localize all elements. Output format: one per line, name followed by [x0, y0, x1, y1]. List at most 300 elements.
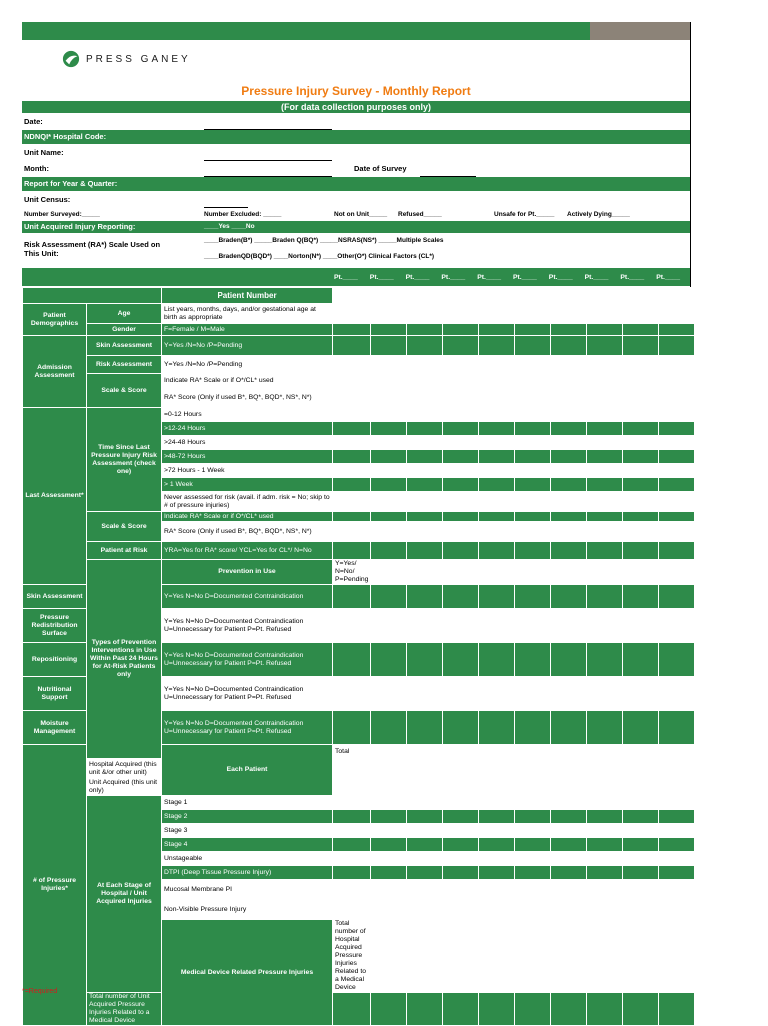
- patient-cell[interactable]: [443, 585, 479, 609]
- patient-cell[interactable]: [587, 356, 623, 374]
- risk-scale-options-1[interactable]: ____Braden(B*) _____Braden Q(BQ*) _____NSRAS(NS*) _____Multiple Scales: [204, 237, 444, 244]
- patient-cell[interactable]: [371, 336, 407, 356]
- patient-cell[interactable]: [515, 450, 551, 464]
- patient-cell[interactable]: [407, 796, 443, 810]
- patient-cell[interactable]: [443, 920, 479, 993]
- patient-cell[interactable]: [407, 920, 443, 993]
- patient-cell[interactable]: [515, 810, 551, 824]
- patient-cell[interactable]: [515, 824, 551, 838]
- patient-cell[interactable]: [443, 336, 479, 356]
- patient-cell[interactable]: [371, 512, 407, 522]
- patient-cell[interactable]: [587, 478, 623, 492]
- patient-cell[interactable]: [587, 324, 623, 336]
- patient-cell[interactable]: [479, 585, 515, 609]
- patient-cell[interactable]: [407, 711, 443, 745]
- patient-cell[interactable]: [587, 609, 623, 643]
- patient-cell[interactable]: [551, 542, 587, 560]
- patient-cell[interactable]: [333, 838, 371, 852]
- patient-cell[interactable]: [515, 852, 551, 866]
- patient-cell[interactable]: [587, 436, 623, 450]
- patient-cell[interactable]: [333, 866, 371, 880]
- patient-cell[interactable]: [659, 512, 695, 522]
- patient-cell[interactable]: [515, 522, 551, 542]
- patient-cell[interactable]: [659, 464, 695, 478]
- patient-cell[interactable]: [551, 866, 587, 880]
- patient-cell[interactable]: [515, 838, 551, 852]
- patient-cell[interactable]: [407, 324, 443, 336]
- patient-cell[interactable]: [479, 388, 515, 408]
- patient-cell[interactable]: [659, 711, 695, 745]
- patient-cell[interactable]: [479, 920, 515, 993]
- patient-cell[interactable]: [371, 522, 407, 542]
- patient-cell[interactable]: [623, 838, 659, 852]
- patient-cell[interactable]: [659, 920, 695, 993]
- patient-cell[interactable]: [587, 492, 623, 512]
- patient-cell[interactable]: [623, 796, 659, 810]
- patient-cell[interactable]: [587, 464, 623, 478]
- patient-cell[interactable]: [587, 388, 623, 408]
- patient-cell[interactable]: [479, 711, 515, 745]
- patient-cell[interactable]: [587, 880, 623, 900]
- patient-cell[interactable]: [443, 324, 479, 336]
- patient-number-cell[interactable]: [551, 288, 587, 304]
- patient-cell[interactable]: [443, 993, 479, 1026]
- patient-cell[interactable]: [407, 450, 443, 464]
- patient-cell[interactable]: [479, 478, 515, 492]
- patient-cell[interactable]: [371, 585, 407, 609]
- patient-cell[interactable]: [443, 388, 479, 408]
- patient-cell[interactable]: [515, 711, 551, 745]
- patient-cell[interactable]: [659, 436, 695, 450]
- patient-cell[interactable]: [333, 492, 371, 512]
- patient-cell[interactable]: [515, 796, 551, 810]
- patient-cell[interactable]: [407, 542, 443, 560]
- patient-cell[interactable]: [587, 560, 623, 585]
- patient-cell[interactable]: [623, 478, 659, 492]
- patient-cell[interactable]: [479, 450, 515, 464]
- patient-cell[interactable]: [333, 512, 371, 522]
- patient-cell[interactable]: [479, 880, 515, 900]
- patient-cell[interactable]: [479, 356, 515, 374]
- patient-number-cell[interactable]: [515, 288, 551, 304]
- patient-cell[interactable]: [371, 408, 407, 422]
- patient-cell[interactable]: [659, 759, 695, 779]
- patient-cell[interactable]: [623, 920, 659, 993]
- patient-cell[interactable]: [551, 852, 587, 866]
- patient-cell[interactable]: [407, 336, 443, 356]
- patient-cell[interactable]: [623, 560, 659, 585]
- patient-cell[interactable]: [587, 759, 623, 779]
- patient-cell[interactable]: [333, 779, 371, 796]
- patient-cell[interactable]: [659, 336, 695, 356]
- patient-cell[interactable]: [443, 900, 479, 920]
- patient-cell[interactable]: [443, 304, 479, 324]
- patient-cell[interactable]: [407, 492, 443, 512]
- patient-cell[interactable]: [443, 677, 479, 711]
- patient-number-cell[interactable]: [587, 288, 623, 304]
- patient-cell[interactable]: [515, 609, 551, 643]
- patient-cell[interactable]: [479, 436, 515, 450]
- patient-cell[interactable]: [333, 824, 371, 838]
- patient-cell[interactable]: [623, 759, 659, 779]
- patient-cell[interactable]: [587, 824, 623, 838]
- patient-cell[interactable]: [333, 643, 371, 677]
- patient-cell[interactable]: [443, 512, 479, 522]
- patient-cell[interactable]: [371, 745, 407, 759]
- patient-cell[interactable]: [407, 745, 443, 759]
- patient-cell[interactable]: [515, 920, 551, 993]
- patient-cell[interactable]: [515, 585, 551, 609]
- patient-cell[interactable]: [443, 464, 479, 478]
- patient-cell[interactable]: [371, 759, 407, 779]
- patient-cell[interactable]: [333, 542, 371, 560]
- patient-cell[interactable]: [659, 356, 695, 374]
- patient-cell[interactable]: [407, 810, 443, 824]
- patient-cell[interactable]: [695, 745, 700, 759]
- patient-cell[interactable]: [659, 838, 695, 852]
- patient-cell[interactable]: [551, 585, 587, 609]
- patient-cell[interactable]: [371, 324, 407, 336]
- patient-cell[interactable]: [695, 560, 700, 585]
- patient-cell[interactable]: [443, 643, 479, 677]
- patient-cell[interactable]: [515, 388, 551, 408]
- patient-cell[interactable]: [443, 810, 479, 824]
- patient-cell[interactable]: [623, 324, 659, 336]
- patient-cell[interactable]: [659, 374, 695, 388]
- patient-cell[interactable]: [623, 824, 659, 838]
- patient-cell[interactable]: [371, 711, 407, 745]
- patient-cell[interactable]: [443, 779, 479, 796]
- patient-cell[interactable]: [479, 422, 515, 436]
- patient-cell[interactable]: [659, 324, 695, 336]
- patient-cell[interactable]: [479, 810, 515, 824]
- patient-cell[interactable]: [587, 643, 623, 677]
- patient-cell[interactable]: [587, 866, 623, 880]
- patient-cell[interactable]: [407, 512, 443, 522]
- patient-cell[interactable]: [587, 711, 623, 745]
- patient-cell[interactable]: [443, 478, 479, 492]
- patient-cell[interactable]: [515, 643, 551, 677]
- patient-cell[interactable]: [333, 422, 371, 436]
- patient-cell[interactable]: [443, 542, 479, 560]
- patient-cell[interactable]: [587, 810, 623, 824]
- patient-cell[interactable]: [479, 560, 515, 585]
- patient-cell[interactable]: [371, 492, 407, 512]
- patient-cell[interactable]: [479, 324, 515, 336]
- patient-cell[interactable]: [407, 478, 443, 492]
- patient-cell[interactable]: [479, 779, 515, 796]
- patient-cell[interactable]: [407, 677, 443, 711]
- patient-cell[interactable]: [371, 866, 407, 880]
- date-of-survey-field[interactable]: [420, 162, 476, 177]
- patient-cell[interactable]: [443, 745, 479, 759]
- patient-cell[interactable]: [515, 745, 551, 759]
- patient-cell[interactable]: [479, 745, 515, 759]
- patient-cell[interactable]: [659, 542, 695, 560]
- patient-number-cell[interactable]: [479, 288, 515, 304]
- patient-cell[interactable]: [443, 522, 479, 542]
- patient-cell[interactable]: [443, 824, 479, 838]
- patient-cell[interactable]: [333, 900, 371, 920]
- patient-cell[interactable]: [443, 852, 479, 866]
- patient-cell[interactable]: [659, 779, 695, 796]
- patient-cell[interactable]: [371, 464, 407, 478]
- patient-cell[interactable]: [623, 436, 659, 450]
- patient-cell[interactable]: [551, 810, 587, 824]
- patient-cell[interactable]: [659, 643, 695, 677]
- patient-cell[interactable]: [407, 993, 443, 1026]
- hospital-code-field[interactable]: [204, 129, 332, 130]
- patient-cell[interactable]: [515, 779, 551, 796]
- patient-cell[interactable]: [333, 356, 371, 374]
- patient-cell[interactable]: [587, 585, 623, 609]
- patient-cell[interactable]: [623, 422, 659, 436]
- patient-cell[interactable]: [371, 920, 407, 993]
- patient-cell[interactable]: [371, 779, 407, 796]
- patient-cell[interactable]: [407, 900, 443, 920]
- patient-cell[interactable]: [479, 304, 515, 324]
- patient-cell[interactable]: [443, 880, 479, 900]
- patient-cell[interactable]: [479, 492, 515, 512]
- patient-cell[interactable]: [659, 852, 695, 866]
- patient-cell[interactable]: [587, 796, 623, 810]
- patient-cell[interactable]: [587, 408, 623, 422]
- patient-cell[interactable]: [479, 993, 515, 1026]
- unit-acquired-yes-no[interactable]: ____Yes ____No: [204, 223, 255, 230]
- patient-cell[interactable]: [551, 677, 587, 711]
- patient-cell[interactable]: [659, 450, 695, 464]
- patient-cell[interactable]: [587, 374, 623, 388]
- patient-cell[interactable]: [333, 408, 371, 422]
- month-field[interactable]: [204, 162, 332, 177]
- patient-cell[interactable]: [371, 388, 407, 408]
- patient-cell[interactable]: [623, 609, 659, 643]
- patient-cell[interactable]: [479, 866, 515, 880]
- patient-cell[interactable]: [623, 711, 659, 745]
- patient-cell[interactable]: [623, 993, 659, 1026]
- patient-cell[interactable]: [333, 759, 371, 779]
- patient-cell[interactable]: [371, 478, 407, 492]
- patient-cell[interactable]: [479, 796, 515, 810]
- patient-cell[interactable]: [659, 745, 695, 759]
- patient-cell[interactable]: [659, 677, 695, 711]
- patient-cell[interactable]: [333, 522, 371, 542]
- patient-cell[interactable]: [479, 900, 515, 920]
- patient-cell[interactable]: [551, 643, 587, 677]
- patient-cell[interactable]: [371, 560, 407, 585]
- patient-cell[interactable]: [333, 677, 371, 711]
- patient-cell[interactable]: [333, 464, 371, 478]
- patient-cell[interactable]: [659, 492, 695, 512]
- patient-cell[interactable]: [515, 759, 551, 779]
- patient-number-cell[interactable]: [371, 288, 407, 304]
- patient-cell[interactable]: [623, 304, 659, 324]
- patient-cell[interactable]: [443, 408, 479, 422]
- patient-cell[interactable]: [515, 374, 551, 388]
- patient-cell[interactable]: [371, 304, 407, 324]
- patient-cell[interactable]: [623, 464, 659, 478]
- patient-cell[interactable]: [407, 374, 443, 388]
- patient-cell[interactable]: [623, 880, 659, 900]
- patient-cell[interactable]: [407, 824, 443, 838]
- patient-cell[interactable]: [515, 336, 551, 356]
- patient-cell[interactable]: [407, 609, 443, 643]
- patient-cell[interactable]: [659, 522, 695, 542]
- patient-cell[interactable]: [659, 422, 695, 436]
- patient-cell[interactable]: [407, 866, 443, 880]
- patient-cell[interactable]: [515, 677, 551, 711]
- patient-cell[interactable]: [443, 492, 479, 512]
- patient-cell[interactable]: [623, 492, 659, 512]
- patient-cell[interactable]: [515, 993, 551, 1026]
- patient-cell[interactable]: [659, 560, 695, 585]
- patient-cell[interactable]: [333, 585, 371, 609]
- patient-cell[interactable]: [479, 824, 515, 838]
- patient-cell[interactable]: [551, 478, 587, 492]
- patient-cell[interactable]: [371, 374, 407, 388]
- patient-number-cell[interactable]: [443, 288, 479, 304]
- patient-number-cell[interactable]: [333, 288, 371, 304]
- patient-cell[interactable]: [333, 993, 371, 1026]
- risk-scale-options-2[interactable]: ____BradenQD(BQD*) ____Norton(N*) ____Other(O*) Clinical Factors (CL*): [204, 253, 435, 260]
- patient-cell[interactable]: [623, 852, 659, 866]
- patient-number-cell[interactable]: [407, 288, 443, 304]
- patient-number-cell[interactable]: [623, 288, 659, 304]
- patient-cell[interactable]: [587, 745, 623, 759]
- patient-cell[interactable]: [659, 796, 695, 810]
- patient-cell[interactable]: [371, 993, 407, 1026]
- patient-cell[interactable]: [587, 993, 623, 1026]
- patient-cell[interactable]: [551, 422, 587, 436]
- patient-cell[interactable]: [659, 408, 695, 422]
- patient-cell[interactable]: [551, 492, 587, 512]
- patient-cell[interactable]: [587, 900, 623, 920]
- patient-cell[interactable]: [515, 900, 551, 920]
- patient-cell[interactable]: [479, 522, 515, 542]
- patient-cell[interactable]: [371, 643, 407, 677]
- patient-cell[interactable]: [407, 779, 443, 796]
- patient-cell[interactable]: [443, 838, 479, 852]
- patient-cell[interactable]: [659, 810, 695, 824]
- patient-cell[interactable]: [659, 866, 695, 880]
- patient-cell[interactable]: [551, 324, 587, 336]
- patient-cell[interactable]: [623, 542, 659, 560]
- patient-cell[interactable]: [623, 643, 659, 677]
- patient-cell[interactable]: [659, 824, 695, 838]
- patient-cell[interactable]: [407, 522, 443, 542]
- patient-cell[interactable]: [443, 609, 479, 643]
- patient-cell[interactable]: [623, 677, 659, 711]
- unit-name-field[interactable]: [204, 146, 332, 161]
- patient-cell[interactable]: [551, 336, 587, 356]
- patient-cell[interactable]: [443, 560, 479, 585]
- patient-cell[interactable]: [623, 866, 659, 880]
- patient-cell[interactable]: [587, 779, 623, 796]
- patient-cell[interactable]: [333, 336, 371, 356]
- patient-cell[interactable]: [587, 512, 623, 522]
- patient-cell[interactable]: [551, 711, 587, 745]
- patient-cell[interactable]: [551, 374, 587, 388]
- patient-cell[interactable]: [333, 436, 371, 450]
- patient-cell[interactable]: [515, 880, 551, 900]
- patient-cell[interactable]: [407, 408, 443, 422]
- patient-cell[interactable]: [623, 512, 659, 522]
- patient-cell[interactable]: [623, 408, 659, 422]
- patient-cell[interactable]: [407, 643, 443, 677]
- patient-cell[interactable]: [551, 759, 587, 779]
- patient-cell[interactable]: [587, 677, 623, 711]
- patient-cell[interactable]: [333, 374, 371, 388]
- patient-cell[interactable]: [551, 900, 587, 920]
- patient-cell[interactable]: [659, 609, 695, 643]
- patient-cell[interactable]: [371, 838, 407, 852]
- patient-cell[interactable]: [333, 796, 371, 810]
- patient-cell[interactable]: [479, 838, 515, 852]
- patient-cell[interactable]: [515, 436, 551, 450]
- patient-cell[interactable]: [371, 796, 407, 810]
- patient-cell[interactable]: [623, 522, 659, 542]
- patient-cell[interactable]: [587, 336, 623, 356]
- patient-cell[interactable]: [443, 450, 479, 464]
- patient-cell[interactable]: [659, 993, 695, 1026]
- patient-cell[interactable]: [333, 388, 371, 408]
- patient-cell[interactable]: [371, 436, 407, 450]
- patient-cell[interactable]: [479, 336, 515, 356]
- patient-cell[interactable]: [407, 852, 443, 866]
- patient-cell[interactable]: [407, 838, 443, 852]
- patient-cell[interactable]: [659, 388, 695, 408]
- patient-cell[interactable]: [407, 388, 443, 408]
- patient-cell[interactable]: [371, 356, 407, 374]
- patient-cell[interactable]: [479, 643, 515, 677]
- patient-cell[interactable]: [407, 422, 443, 436]
- patient-cell[interactable]: [551, 824, 587, 838]
- patient-cell[interactable]: [551, 388, 587, 408]
- patient-cell[interactable]: [623, 450, 659, 464]
- patient-cell[interactable]: [515, 304, 551, 324]
- patient-cell[interactable]: [515, 512, 551, 522]
- patient-cell[interactable]: [515, 356, 551, 374]
- patient-cell[interactable]: [371, 880, 407, 900]
- patient-cell[interactable]: [371, 450, 407, 464]
- patient-cell[interactable]: [587, 838, 623, 852]
- patient-cell[interactable]: [623, 388, 659, 408]
- patient-number-cell[interactable]: [659, 288, 695, 304]
- patient-cell[interactable]: [371, 900, 407, 920]
- patient-cell[interactable]: [659, 585, 695, 609]
- patient-cell[interactable]: [443, 356, 479, 374]
- report-year-quarter-field[interactable]: [204, 176, 332, 177]
- patient-cell[interactable]: [587, 522, 623, 542]
- patient-cell[interactable]: [333, 324, 371, 336]
- patient-cell[interactable]: [587, 920, 623, 993]
- patient-cell[interactable]: [515, 422, 551, 436]
- patient-cell[interactable]: [587, 450, 623, 464]
- patient-cell[interactable]: [551, 522, 587, 542]
- patient-cell[interactable]: [479, 512, 515, 522]
- unit-census-field[interactable]: [204, 193, 248, 208]
- patient-cell[interactable]: [551, 838, 587, 852]
- patient-cell[interactable]: [479, 677, 515, 711]
- patient-cell[interactable]: [443, 866, 479, 880]
- patient-cell[interactable]: [515, 492, 551, 512]
- patient-cell[interactable]: [587, 542, 623, 560]
- patient-cell[interactable]: [587, 852, 623, 866]
- patient-cell[interactable]: [551, 464, 587, 478]
- patient-cell[interactable]: [371, 810, 407, 824]
- patient-cell[interactable]: [371, 677, 407, 711]
- patient-cell[interactable]: [407, 560, 443, 585]
